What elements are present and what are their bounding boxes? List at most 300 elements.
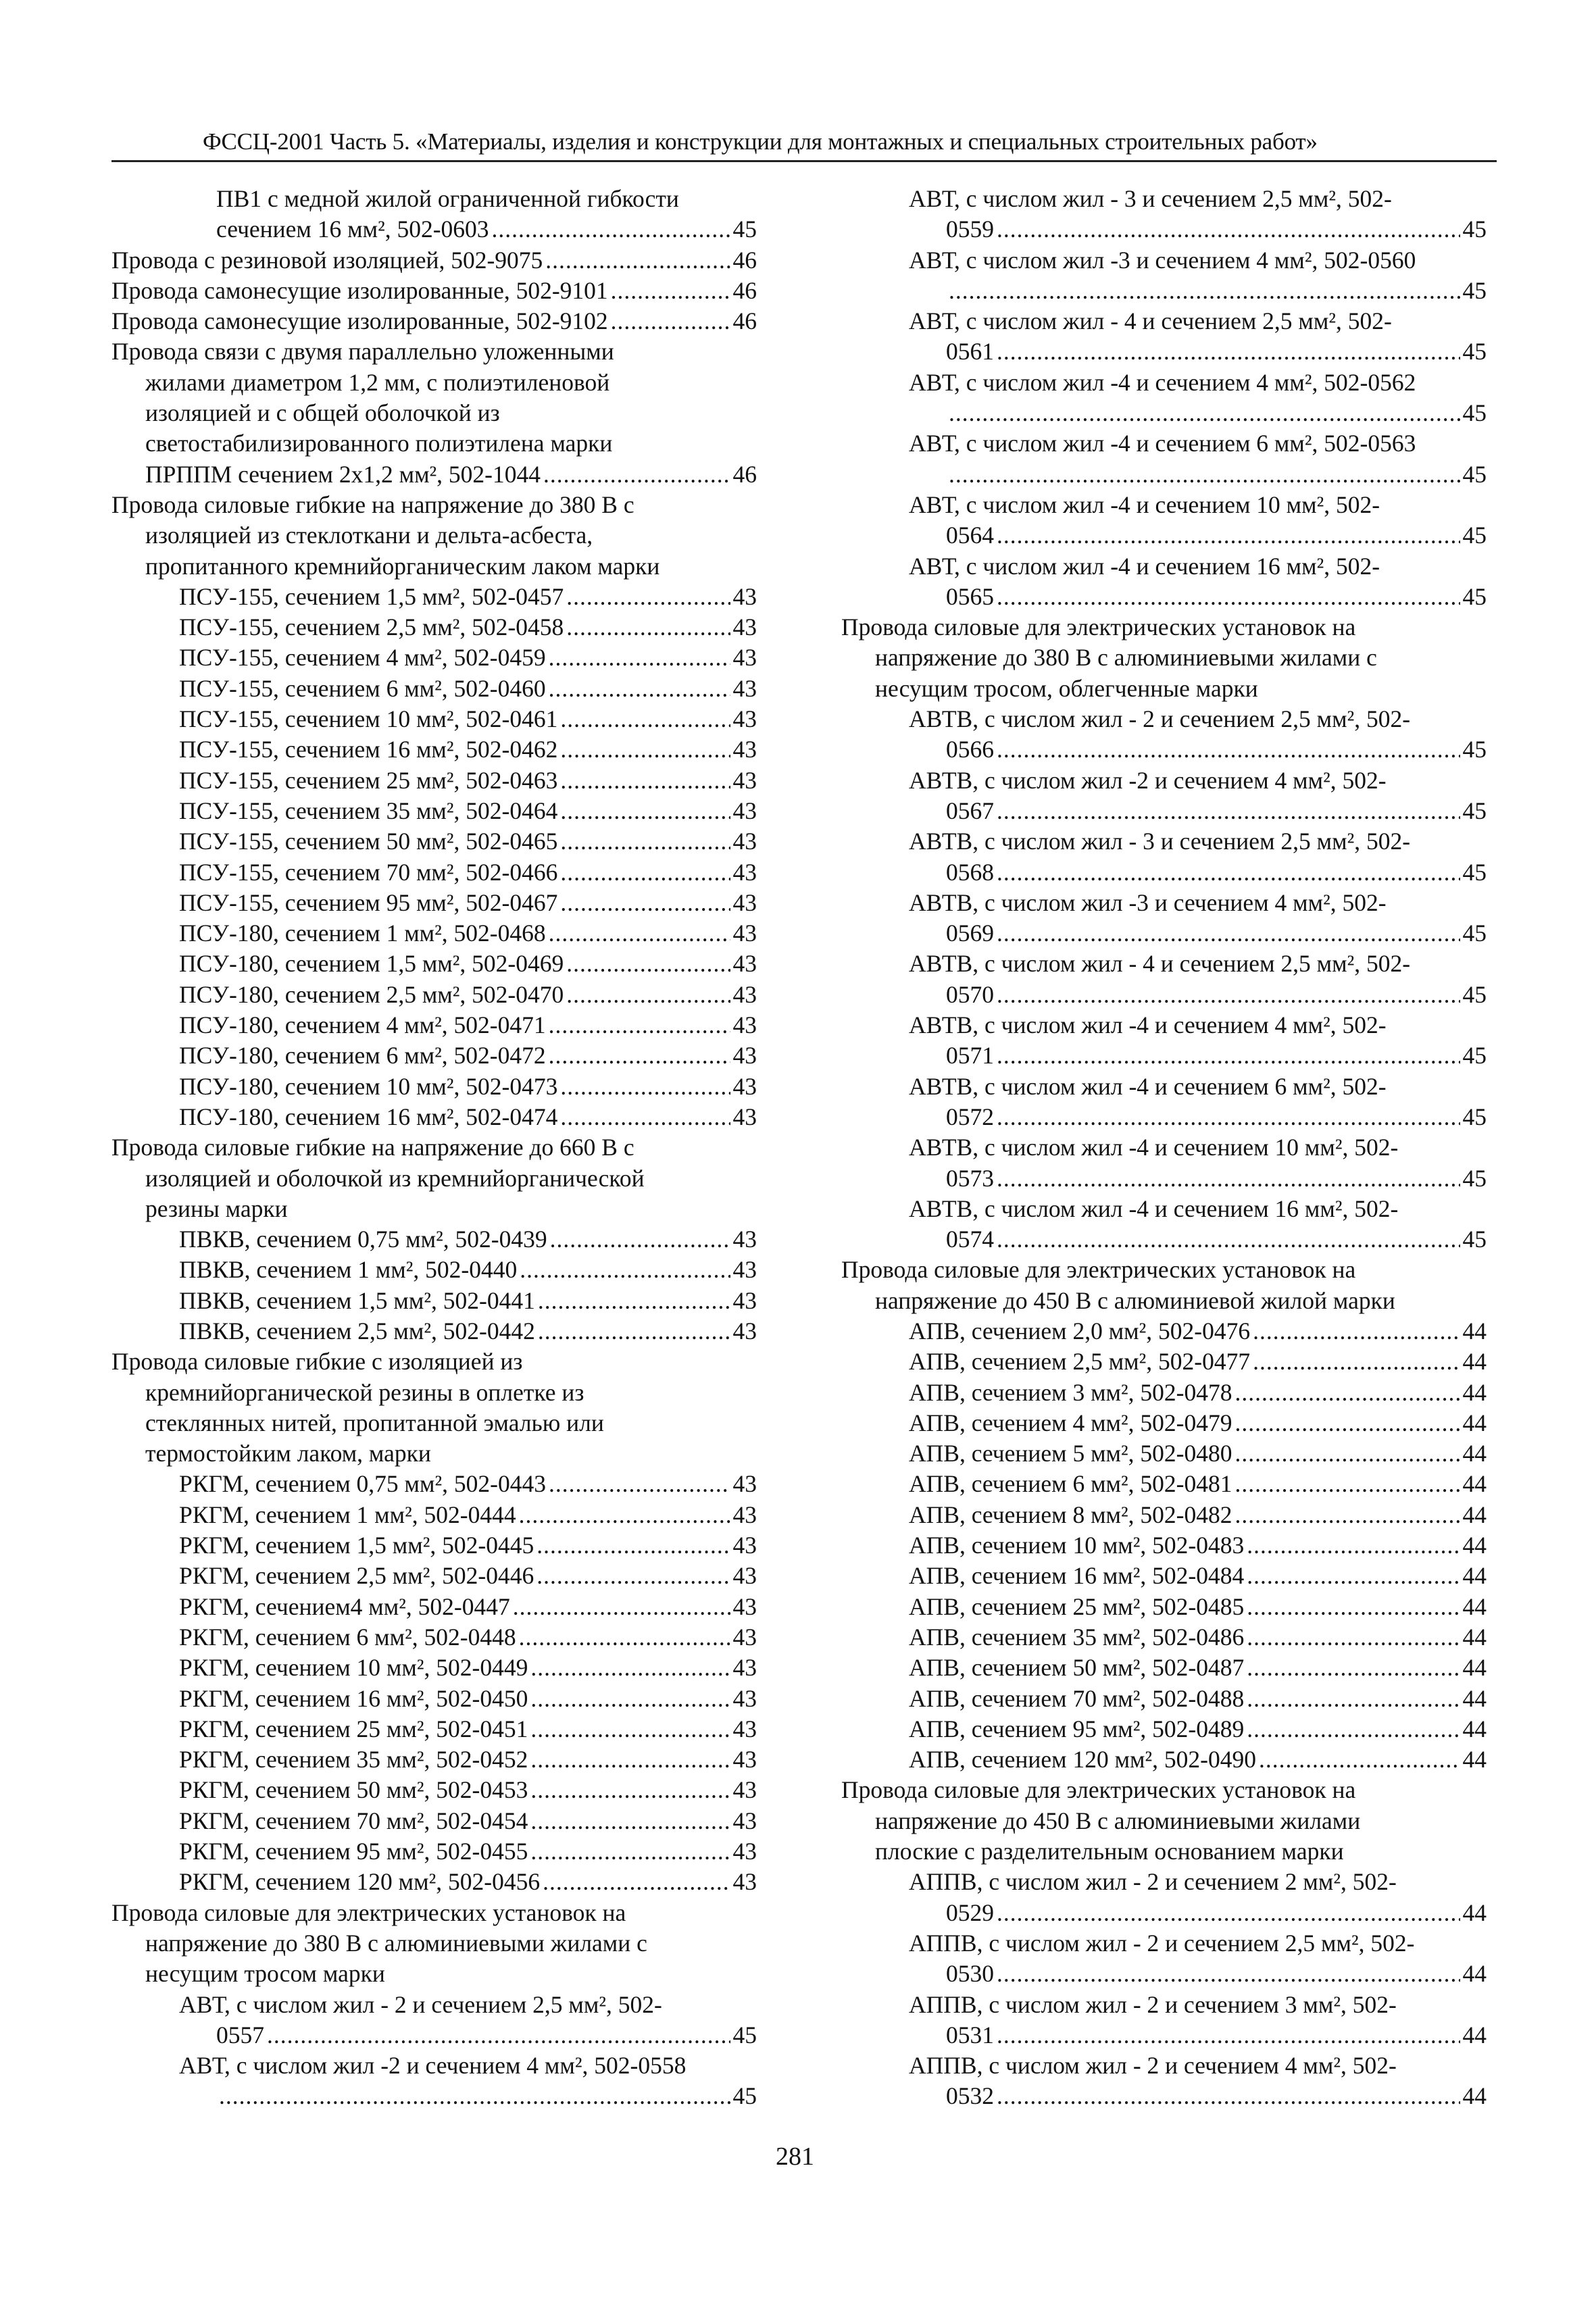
entry-page-number: 43 (732, 1715, 757, 1742)
entry-page-number: 43 (732, 1623, 757, 1651)
entry-page-number: 43 (732, 1103, 757, 1130)
entry-page-number: 44 (1462, 1898, 1487, 1926)
entry-page-number: 45 (1462, 797, 1487, 824)
entry-text: АВТВ, с числом жил - 2 и сечением 2,5 мм², 502- (909, 705, 1411, 733)
dot-leader (519, 1500, 730, 1530)
entry-text: РКГМ, сечением 25 мм², 502-0451 (179, 1715, 528, 1742)
dot-leader (549, 918, 730, 949)
index-entry (111, 826, 757, 857)
entry-text: ПСУ-155, сечением 50 мм², 502-0465 (179, 828, 558, 855)
entry-page-number: 43 (732, 1776, 757, 1804)
entry-page-number: 44 (1462, 2021, 1487, 2048)
entry-page-number: 43 (732, 1838, 757, 1865)
entry-page-number: 43 (732, 1807, 757, 1834)
entry-text: ПСУ-155, сечением 6 мм², 502-0460 (179, 674, 546, 702)
entry-text: ПСУ-155, сечением 2,5 мм², 502-0458 (179, 613, 564, 641)
index-entry (841, 336, 1487, 367)
dot-leader (997, 2081, 1460, 2111)
entry-text: 0532 (946, 2082, 994, 2110)
entry-text: резины марки (145, 1194, 288, 1222)
entry-text: 0569 (946, 920, 994, 947)
index-entry (841, 1867, 1487, 1897)
index-entry (841, 1500, 1487, 1530)
entry-text: АВТВ, с числом жил -4 и сечением 10 мм², 502- (909, 1134, 1399, 1161)
entry-text: АПВ, сечением 5 мм², 502-0480 (909, 1440, 1232, 1467)
index-entry (841, 1836, 1487, 1867)
dot-leader (611, 276, 730, 306)
entry-page-number: 44 (1462, 1470, 1487, 1498)
entry-page-number: 43 (732, 1470, 757, 1498)
entry-text: несущим тросом марки (145, 1960, 385, 1988)
entry-page-number: 44 (1462, 1501, 1487, 1528)
entry-page-number: 45 (1462, 1164, 1487, 1192)
dot-leader (1235, 1378, 1460, 1408)
index-entry (841, 1684, 1487, 1714)
index-entry (111, 1561, 757, 1591)
index-entry (111, 1959, 757, 1989)
index-entry (111, 490, 757, 520)
entry-text: ПСУ-155, сечением 4 мм², 502-0459 (179, 644, 546, 672)
dot-leader (549, 674, 730, 704)
index-entry (841, 857, 1487, 888)
entry-text: ПСУ-155, сечением 70 мм², 502-0466 (179, 858, 558, 886)
entry-page-number: 43 (732, 705, 757, 733)
index-entry (841, 643, 1487, 673)
entry-text: 0572 (946, 1103, 994, 1130)
entry-page-number: 44 (1462, 1623, 1487, 1651)
index-entry (841, 2051, 1487, 2081)
entry-text: АПВ, сечением 2,0 мм², 502-0476 (909, 1317, 1251, 1344)
dot-leader (566, 980, 730, 1010)
dot-leader (560, 796, 730, 826)
entry-page-number: 43 (732, 1746, 757, 1774)
entry-text: напряжение до 450 В с алюминиевыми жилами (875, 1807, 1361, 1834)
entry-text: АПВ, сечением 25 мм², 502-0485 (909, 1592, 1245, 1620)
dot-leader (566, 949, 730, 979)
entry-page-number: 43 (732, 736, 757, 763)
dot-leader (530, 1684, 730, 1714)
index-entry (841, 980, 1487, 1010)
entry-page-number: 44 (1462, 1348, 1487, 1376)
index-entry (111, 674, 757, 704)
entry-page-number: 44 (1462, 1317, 1487, 1344)
entry-text: АВТ, с числом жил - 4 и сечением 2,5 мм², 502- (909, 307, 1392, 335)
dot-leader (997, 980, 1460, 1010)
dot-leader (997, 1163, 1460, 1194)
entry-text: АВТ, с числом жил -3 и сечением 4 мм², 502-0560 (909, 246, 1416, 274)
entry-text: несущим тросом, облегченные марки (875, 674, 1258, 702)
entry-text: АВТВ, с числом жил -4 и сечением 6 мм², 502- (909, 1072, 1387, 1100)
index-entry (841, 1561, 1487, 1591)
entry-page-number: 45 (1462, 1042, 1487, 1070)
entry-text: АППВ, с числом жил - 2 и сечением 2,5 мм², 502- (909, 1929, 1415, 1957)
index-entry (111, 1347, 757, 1377)
entry-text: ПСУ-180, сечением 16 мм², 502-0474 (179, 1103, 558, 1130)
entry-page-number: 44 (1462, 1440, 1487, 1467)
index-entry (111, 2081, 757, 2111)
dot-leader (519, 1622, 730, 1653)
index-entry (111, 1378, 757, 1408)
dot-leader (560, 704, 730, 734)
index-entry (111, 1990, 757, 2020)
dot-leader (611, 306, 730, 336)
index-entry (841, 582, 1487, 612)
index-entry (111, 1010, 757, 1040)
entry-page-number: 45 (732, 2021, 757, 2048)
entry-text: напряжение до 450 В с алюминиевой жилой марки (875, 1286, 1395, 1314)
entry-text: Провода самонесущие изолированные, 502-9101 (111, 276, 608, 304)
dot-leader (997, 1102, 1460, 1132)
entry-page-number: 44 (1462, 1532, 1487, 1559)
dot-leader (530, 1836, 730, 1867)
entry-page-number: 43 (732, 644, 757, 672)
index-entry (841, 520, 1487, 551)
entry-page-number: 44 (1462, 1654, 1487, 1682)
index-entry (841, 368, 1487, 398)
index-entry (841, 2020, 1487, 2051)
entry-page-number: 45 (1462, 522, 1487, 549)
entry-text: РКГМ, сечением 2,5 мм², 502-0446 (179, 1562, 534, 1590)
entry-text: АПВ, сечением 95 мм², 502-0489 (909, 1715, 1245, 1742)
entry-text: АВТВ, с числом жил -4 и сечением 4 мм², 502- (909, 1011, 1387, 1039)
entry-text: напряжение до 380 В с алюминиевыми жилами с (875, 644, 1377, 672)
index-entry (841, 1714, 1487, 1744)
index-entry (111, 551, 757, 582)
index-entry (841, 734, 1487, 765)
entry-text: РКГМ, сечением 6 мм², 502-0448 (179, 1623, 516, 1651)
entry-text: РКГМ, сечением 10 мм², 502-0449 (179, 1654, 528, 1682)
index-entry (841, 704, 1487, 734)
dot-leader (560, 826, 730, 857)
entry-text: АВТ, с числом жил -4 и сечением 16 мм², 502- (909, 552, 1380, 580)
index-entry (111, 184, 757, 214)
dot-leader (997, 520, 1460, 551)
index-entry (111, 428, 757, 459)
entry-text: АВТ, с числом жил -4 и сечением 10 мм², 502- (909, 491, 1380, 518)
entry-page-number: 43 (732, 828, 757, 855)
entry-page-number: 45 (1462, 338, 1487, 366)
dot-leader (1247, 1530, 1460, 1561)
dot-leader (530, 1653, 730, 1683)
entry-text: ПВКВ, сечением 0,75 мм², 502-0439 (179, 1226, 547, 1253)
dot-leader (492, 214, 730, 245)
index-entry (841, 1255, 1487, 1285)
index-entry (841, 459, 1487, 490)
entry-page-number: 43 (732, 613, 757, 641)
dot-leader (537, 1530, 730, 1561)
index-entry (841, 612, 1487, 643)
dot-leader (1247, 1653, 1460, 1683)
entry-page-number: 44 (1462, 1746, 1487, 1774)
entry-page-number: 43 (732, 1256, 757, 1284)
entry-page-number: 44 (1462, 1562, 1487, 1590)
index-entry (111, 1622, 757, 1653)
index-entry (111, 276, 757, 306)
entry-text: кремнийорганической резины в оплетке из (145, 1378, 584, 1406)
index-entry (841, 1040, 1487, 1071)
index-entry (841, 949, 1487, 979)
dot-leader (997, 214, 1460, 245)
entry-text: РКГМ, сечением 50 мм², 502-0453 (179, 1776, 528, 1804)
entry-page-number: 43 (732, 1072, 757, 1100)
dot-leader (1247, 1714, 1460, 1744)
index-entry (841, 1072, 1487, 1102)
dot-leader (549, 1040, 730, 1071)
index-entry (841, 1928, 1487, 1959)
dot-leader (520, 1255, 730, 1285)
index-entry (111, 459, 757, 490)
index-entry (841, 765, 1487, 796)
entry-text: 0564 (946, 522, 994, 549)
dot-leader (997, 918, 1460, 949)
entry-text: Провода силовые гибкие с изоляцией из (111, 1348, 523, 1376)
entry-text: РКГМ, сечением 70 мм², 502-0454 (179, 1807, 528, 1834)
entry-text: АПВ, сечением 6 мм², 502-0481 (909, 1470, 1232, 1498)
entry-text: ПСУ-155, сечением 25 мм², 502-0463 (179, 766, 558, 794)
entry-text: РКГМ, сечением4 мм², 502-0447 (179, 1592, 510, 1620)
entry-text: изоляцией из стеклоткани и дельта-асбеста, (145, 522, 593, 549)
dot-leader (997, 336, 1460, 367)
dot-leader (1253, 1316, 1460, 1347)
entry-text: АВТВ, с числом жил -4 и сечением 16 мм², 502- (909, 1194, 1399, 1222)
index-entry (841, 796, 1487, 826)
dot-leader (949, 276, 1460, 306)
entry-page-number: 44 (1462, 1715, 1487, 1742)
entry-text: изоляцией и с общей оболочкой из (145, 399, 500, 427)
index-entry (111, 612, 757, 643)
dot-leader (545, 245, 730, 276)
index-entry (841, 1286, 1487, 1316)
dot-leader (1253, 1347, 1460, 1377)
entry-text: АВТВ, с числом жил - 3 и сечением 2,5 мм², 502- (909, 828, 1411, 855)
entry-text: 0559 (946, 216, 994, 243)
entry-text: 0570 (946, 980, 994, 1008)
entry-page-number: 45 (1462, 276, 1487, 304)
entry-text: ПСУ-155, сечением 1,5 мм², 502-0457 (179, 582, 564, 610)
entry-text: ПСУ-180, сечением 1,5 мм², 502-0469 (179, 950, 564, 978)
dot-leader (560, 857, 730, 888)
index-entry (111, 1867, 757, 1897)
entry-page-number: 43 (732, 920, 757, 947)
index-entry (111, 1744, 757, 1775)
entry-page-number: 43 (732, 766, 757, 794)
index-entry (111, 336, 757, 367)
entry-text: изоляцией и оболочкой из кремнийорганической (145, 1164, 645, 1192)
entry-text: ПСУ-155, сечением 35 мм², 502-0464 (179, 797, 558, 824)
index-entry (841, 1408, 1487, 1438)
entry-text: АВТ, с числом жил - 3 и сечением 2,5 мм², 502- (909, 185, 1392, 212)
index-entry (841, 1194, 1487, 1224)
index-entry (841, 184, 1487, 214)
entry-page-number: 46 (732, 460, 757, 488)
index-entry (841, 1378, 1487, 1408)
index-entry (111, 796, 757, 826)
dot-leader (1235, 1438, 1460, 1469)
entry-page-number: 44 (1462, 1409, 1487, 1436)
entry-page-number: 43 (732, 582, 757, 610)
entry-text: Провода силовые гибкие на напряжение до 380 В с (111, 491, 634, 518)
entry-text: ПСУ-155, сечением 95 мм², 502-0467 (179, 888, 558, 916)
dot-leader (1247, 1622, 1460, 1653)
index-entry (111, 857, 757, 888)
entry-page-number: 45 (1462, 920, 1487, 947)
dot-leader (560, 888, 730, 918)
index-entry (841, 1010, 1487, 1040)
entry-text: ПВКВ, сечением 1,5 мм², 502-0441 (179, 1286, 535, 1314)
entry-text: АППВ, с числом жил - 2 и сечением 2 мм², 502- (909, 1868, 1397, 1896)
dot-leader (1235, 1469, 1460, 1499)
index-entry (841, 918, 1487, 949)
index-entry (841, 1316, 1487, 1347)
dot-leader (549, 1469, 730, 1499)
dot-leader (949, 459, 1460, 490)
index-entry (111, 1898, 757, 1928)
index-entry (111, 1592, 757, 1622)
index-entry (841, 306, 1487, 336)
entry-page-number: 45 (1462, 460, 1487, 488)
entry-text: термостойким лаком, марки (145, 1440, 431, 1467)
entry-page-number: 44 (1462, 1378, 1487, 1406)
entry-text: АВТ, с числом жил -4 и сечением 6 мм², 502-0563 (909, 430, 1416, 457)
entry-text: АПВ, сечением 8 мм², 502-0482 (909, 1501, 1232, 1528)
entry-text: АППВ, с числом жил - 2 и сечением 3 мм², 502- (909, 1990, 1397, 2018)
entry-text: АПВ, сечением 3 мм², 502-0478 (909, 1378, 1232, 1406)
dot-leader (997, 1040, 1460, 1071)
entry-text: РКГМ, сечением 120 мм², 502-0456 (179, 1868, 541, 1896)
dot-leader (219, 2081, 730, 2111)
entry-text: ПСУ-155, сечением 10 мм², 502-0461 (179, 705, 558, 733)
entry-page-number: 43 (732, 1562, 757, 1590)
entry-text: стеклянных нитей, пропитанной эмалью или (145, 1409, 604, 1436)
entry-page-number: 43 (732, 674, 757, 702)
dot-leader (549, 643, 730, 673)
entry-page-number: 43 (732, 980, 757, 1008)
index-entry (111, 1438, 757, 1469)
entry-text: 0571 (946, 1042, 994, 1070)
entry-text: ПВКВ, сечением 1 мм², 502-0440 (179, 1256, 518, 1284)
entry-page-number: 46 (732, 276, 757, 304)
index-entry (111, 368, 757, 398)
index-entry (111, 1928, 757, 1959)
entry-text: ПРППМ сечением 2х1,2 мм², 502-1044 (145, 460, 541, 488)
index-entry (111, 918, 757, 949)
entry-page-number: 45 (1462, 980, 1487, 1008)
entry-page-number: 45 (1462, 216, 1487, 243)
entry-page-number: 45 (1462, 858, 1487, 886)
page-number: 281 (776, 2142, 814, 2171)
entry-page-number: 43 (732, 858, 757, 886)
dot-leader (560, 1072, 730, 1102)
dot-leader (267, 2020, 730, 2051)
index-entry (841, 674, 1487, 704)
dot-leader (530, 1806, 730, 1836)
index-entry (111, 704, 757, 734)
dot-leader (513, 1592, 730, 1622)
entry-text: АВТ, с числом жил -2 и сечением 4 мм², 502-0558 (179, 2052, 687, 2080)
entry-text: 0567 (946, 797, 994, 824)
dot-leader (566, 612, 730, 643)
dot-leader (997, 582, 1460, 612)
index-entry (841, 1775, 1487, 1805)
index-entry (111, 1102, 757, 1132)
dot-leader (530, 1714, 730, 1744)
index-entry (841, 1224, 1487, 1255)
index-entry (111, 1775, 757, 1805)
entry-text: 0574 (946, 1226, 994, 1253)
index-entry (111, 734, 757, 765)
entry-page-number: 45 (732, 216, 757, 243)
entry-page-number: 46 (732, 307, 757, 335)
entry-page-number: 43 (732, 888, 757, 916)
dot-leader (949, 398, 1460, 428)
index-entry (111, 1072, 757, 1102)
index-entry (111, 643, 757, 673)
entry-text: АПВ, сечением 50 мм², 502-0487 (909, 1654, 1245, 1682)
entry-text: сечением 16 мм², 502-0603 (216, 216, 489, 243)
entry-text: пропитанного кремнийорганическим лаком марки (145, 552, 660, 580)
index-entry (841, 1744, 1487, 1775)
entry-page-number: 46 (732, 246, 757, 274)
entry-text: АВТВ, с числом жил -3 и сечением 4 мм², 502- (909, 888, 1387, 916)
index-column-right (841, 184, 1487, 2112)
dot-leader (549, 1010, 730, 1040)
dot-leader (543, 459, 730, 490)
dot-leader (1235, 1500, 1460, 1530)
index-entry (841, 214, 1487, 245)
entry-text: АПВ, сечением 10 мм², 502-0483 (909, 1532, 1245, 1559)
entry-page-number: 44 (1462, 2082, 1487, 2110)
dot-leader (997, 2020, 1460, 2051)
dot-leader (1247, 1592, 1460, 1622)
entry-page-number: 43 (732, 797, 757, 824)
entry-text: АППВ, с числом жил - 2 и сечением 4 мм², 502- (909, 2052, 1397, 2080)
entry-page-number: 45 (1462, 736, 1487, 763)
entry-page-number: 43 (732, 1532, 757, 1559)
index-entry (111, 1653, 757, 1683)
dot-leader (560, 734, 730, 765)
index-entry (111, 949, 757, 979)
entry-text: ПСУ-155, сечением 16 мм², 502-0462 (179, 736, 558, 763)
index-entry (111, 1132, 757, 1163)
index-entry (841, 1438, 1487, 1469)
index-entry (111, 1500, 757, 1530)
index-entry (111, 1286, 757, 1316)
entry-text: 0565 (946, 582, 994, 610)
index-entry (111, 245, 757, 276)
entry-text: АВТ, с числом жил -4 и сечением 4 мм², 502-0562 (909, 368, 1416, 396)
entry-page-number: 45 (1462, 582, 1487, 610)
index-entry (841, 398, 1487, 428)
index-entry (111, 888, 757, 918)
entry-text: 0530 (946, 1960, 994, 1988)
entry-text: Провода связи с двумя параллельно уложенными (111, 338, 614, 366)
entry-page-number: 43 (732, 1286, 757, 1314)
index-entry (111, 765, 757, 796)
entry-text: плоские с разделительным основанием марки (875, 1838, 1344, 1865)
entry-text: 0529 (946, 1898, 994, 1926)
index-entry (111, 306, 757, 336)
index-entry (111, 1684, 757, 1714)
entry-text: АПВ, сечением 2,5 мм², 502-0477 (909, 1348, 1251, 1376)
dot-leader (1235, 1408, 1460, 1438)
dot-leader (560, 1102, 730, 1132)
entry-page-number: 45 (1462, 1103, 1487, 1130)
entry-text: Провода силовые для электрических установок на (841, 1776, 1356, 1804)
index-entry (841, 1898, 1487, 1928)
index-entry (841, 1163, 1487, 1194)
entry-text: РКГМ, сечением 35 мм², 502-0452 (179, 1746, 528, 1774)
dot-leader (538, 1286, 730, 1316)
